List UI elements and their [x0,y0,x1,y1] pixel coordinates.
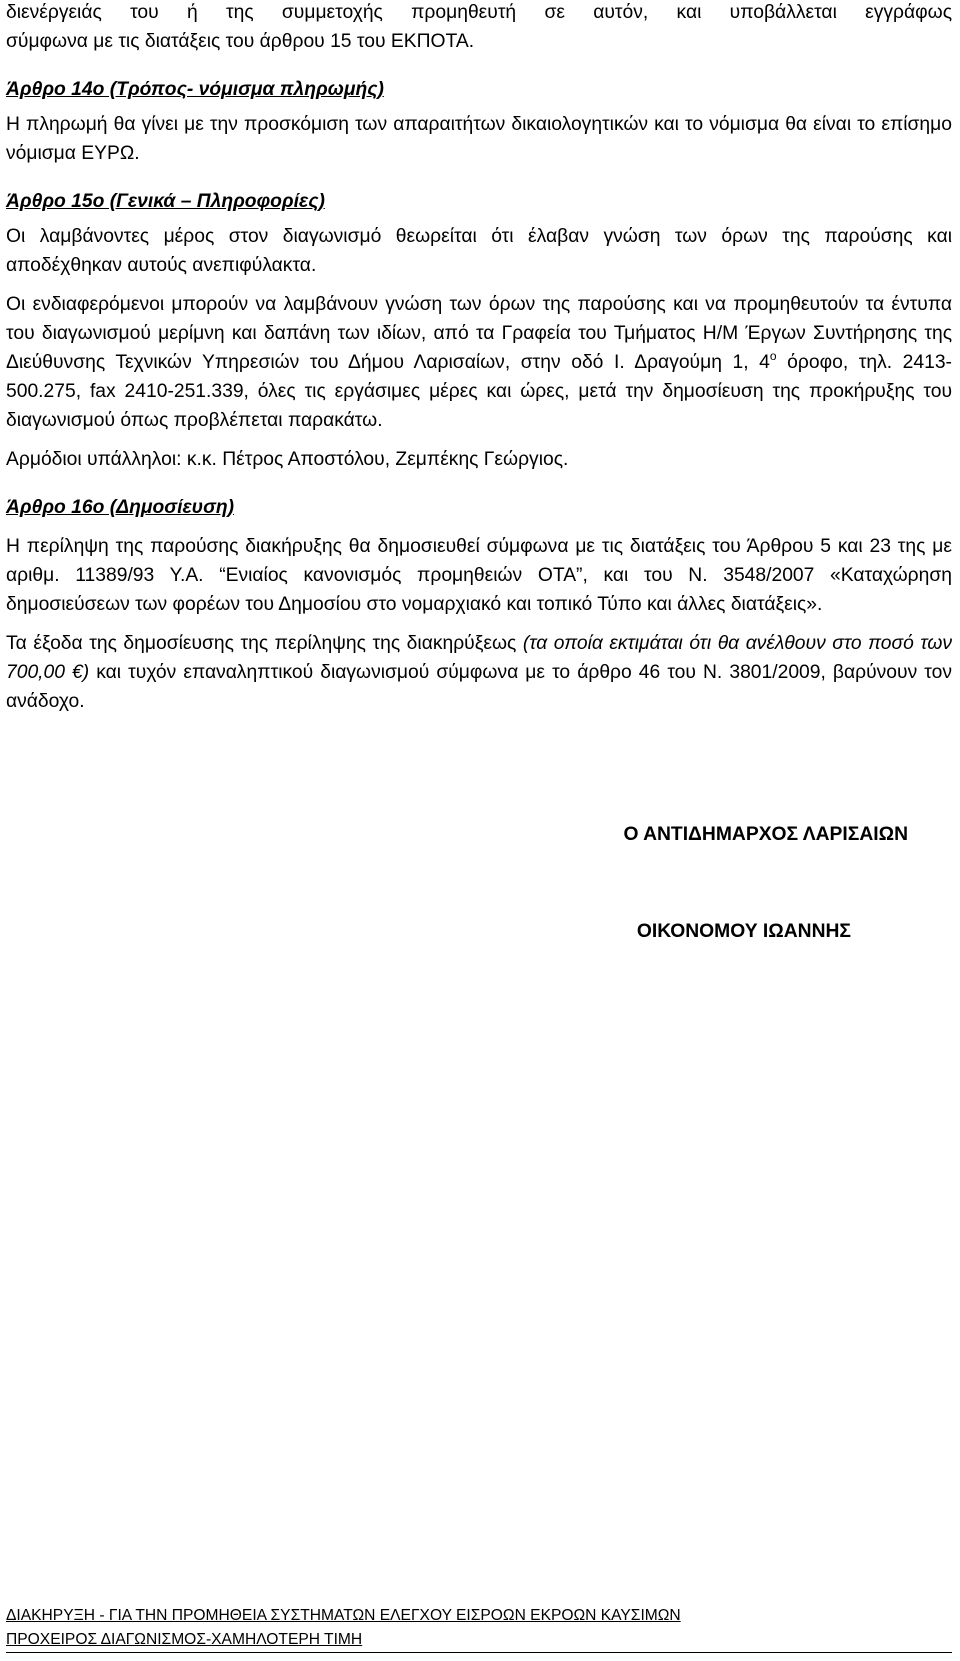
intro-line-1: διενέργειάς του ή της συμμετοχής προμηθευτή σε αυτόν, και υποβάλλεται εγγράφως [6,2,952,23]
document-page [6,0,952,946]
article-16-paragraph-2-start: Τα έξοδα της δημοσίευσης της περίληψης της διακηρύξεως [6,633,523,654]
article-15-heading: Άρθρο 15ο (Γενικά – Πληροφορίες) [6,191,325,212]
article-15-paragraph-2-end: όροφο, τηλ. 2413-500.275, fax 2410-251.339, όλες τις εργάσιμες μέρες και ώρες, μετά την δημοσίευση της προκήρυξης του διαγωνισμού όπως προβλέπεται παρακάτω. [6,352,952,431]
responsible-staff: Αρμόδιοι υπάλληλοι: κ.κ. Πέτρος Αποστόλου, Ζεμπέκης Γεώργιος. [6,449,569,470]
article-15-paragraph-1: Οι λαμβάνοντες μέρος στον διαγωνισμό θεωρείται ότι έλαβαν γνώση των όρων της παρούσης και αποδέχθηκαν αυτούς ανεπιφύλακτα. [6,226,952,276]
publication-cost-estimate: (τα οποία εκτιμάται ότι θα ανέλθουν στο ποσό των 700,00 €) [6,633,952,683]
footer-line-1: ΔΙΑΚΗΡΥΞΗ - ΓΙΑ ΤΗΝ ΠΡΟΜΗΘΕΙΑ ΣΥΣΤΗΜΑΤΩΝ ΕΛΕΓΧΟΥ ΕΙΣΡΟΩΝ ΕΚΡΟΩΝ ΚΑΥΣΙΜΩΝ [6,1607,681,1624]
page-footer [6,1604,952,1653]
article-15-paragraph-2-start: Οι ενδιαφερόμενοι μπορούν να λαμβάνουν γνώση των όρων της παρούσης και να προμηθευτούν τα έντυπα του διαγωνισμού μερίμνη και δαπάνη των ιδίων, από τα Γραφεία του Τμήματος Η/Μ Έργων Συντήρησης της Διεύθυνσης Τεχνικών Υπηρεσιών του Δήμου Λαρισαίων, στην οδό Ι. Δραγούμη 1, 4 [6,294,952,373]
signatory-name: ΟΙΚΟΝΟΜΟΥ ΙΩΑΝΝΗΣ [636,921,851,942]
article-16-paragraph-1: Η περίληψη της παρούσης διακήρυξης θα δημοσιευθεί σύμφωνα με τις διατάξεις του Άρθρου 5 και 23 της με αριθμ. 11389/93 Υ.Α. “Ενιαίος κανονισμός προμηθειών ΟΤΑ”, και του Ν. 3548/2007 «Καταχώρηση δημοσιεύσεων των φορέων του Δημοσίου στο νομαρχιακό και τοπικό Τύπο και άλλες διατάξεις». [6,536,952,615]
floor-superscript: ο [769,349,777,363]
footer-line-2: ΠΡΟΧΕΙΡΟΣ ΔΙΑΓΩΝΙΣΜΟΣ-ΧΑΜΗΛΟΤΕΡΗ ΤΙΜΗ [6,1631,363,1648]
article-16-paragraph-2 [6,629,952,716]
article-16-paragraph-2-end: και τυχόν επαναληπτικού διαγωνισμού σύμφωνα με το άρθρο 46 του Ν. 3801/2009, βαρύνουν τον ανάδοχο. [6,662,952,712]
article-14-heading: Άρθρο 14ο (Τρόπος- νόμισμα πληρωμής) [6,79,384,100]
intro-line-2: σύμφωνα με τις διατάξεις του άρθρου 15 του ΕΚΠΟΤΑ. [6,31,475,52]
signatory-title: Ο ΑΝΤΙΔΗΜΑΡΧΟΣ ΛΑΡΙΣΑΙΩΝ [623,824,908,845]
article-16-heading: Άρθρο 16ο (Δημοσίευση) [6,497,235,518]
article-15-paragraph-2 [6,290,952,435]
article-14-text: Η πληρωμή θα γίνει με την προσκόμιση των απαραιτήτων δικαιολογητικών και το νόμισμα θα είναι το επίσημο νόμισμα ΕΥΡΩ. [6,114,952,164]
